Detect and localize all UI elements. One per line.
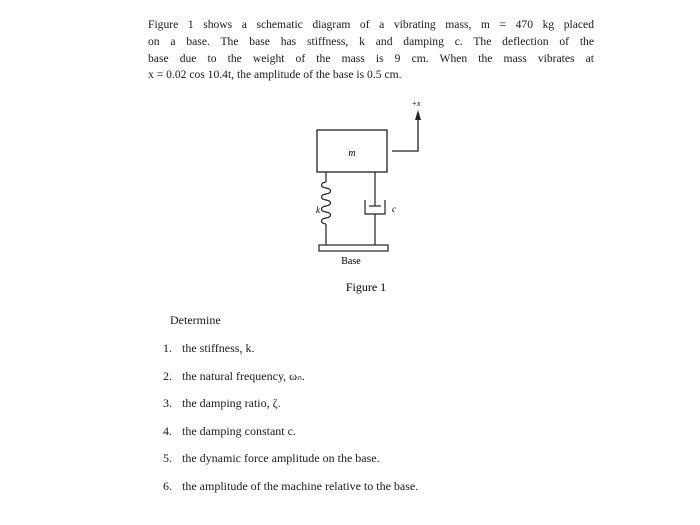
spring-icon xyxy=(322,172,331,245)
figure-caption: Figure 1 xyxy=(345,280,387,294)
question-item xyxy=(163,368,418,396)
question-item xyxy=(163,450,418,478)
question-number: 6. xyxy=(163,478,172,493)
problem-line-3: base due to the weight of the mass is 9 cm. When the mass vibrates at xyxy=(148,51,594,65)
spring-label: k xyxy=(316,205,320,215)
question-number: 3. xyxy=(163,396,172,411)
question-text: the dynamic force amplitude on the base. xyxy=(182,451,380,466)
question-item xyxy=(163,340,418,368)
question-number: 4. xyxy=(163,423,172,438)
mass-label: m xyxy=(348,148,356,159)
question-number: 1. xyxy=(163,341,172,355)
question-text: the stiffness, k. xyxy=(182,341,255,355)
problem-line-2: on a base. The base has stiffness, k and damping c. The deflection of the xyxy=(148,34,594,48)
damper-icon xyxy=(365,172,385,245)
problem-line-4: x = 0.02 cos 10.4t, the amplitude of the base is 0.5 cm. xyxy=(148,68,402,82)
question-list xyxy=(163,340,418,506)
question-text: the amplitude of the machine relative to the base. xyxy=(182,478,419,493)
displacement-arrow-icon xyxy=(415,110,421,120)
determine-heading: Determine xyxy=(170,313,221,327)
question-number: 2. xyxy=(163,368,172,383)
question-item xyxy=(163,395,418,423)
question-text: the damping ratio, ζ. xyxy=(182,396,281,411)
damper-label: c xyxy=(392,204,396,214)
question-item xyxy=(163,478,418,506)
question-text: the damping constant c. xyxy=(182,423,296,438)
question-item xyxy=(163,423,418,451)
question-number: 5. xyxy=(163,451,172,466)
base-label: Base xyxy=(341,256,361,267)
displacement-line xyxy=(392,118,418,151)
problem-line-1: Figure 1 shows a schematic diagram of a vibrating mass, m = 470 kg placed xyxy=(148,18,594,31)
question-text: the natural frequency, ωₙ. xyxy=(182,368,305,383)
displacement-label: +x xyxy=(411,99,421,108)
base-plate xyxy=(319,245,388,251)
